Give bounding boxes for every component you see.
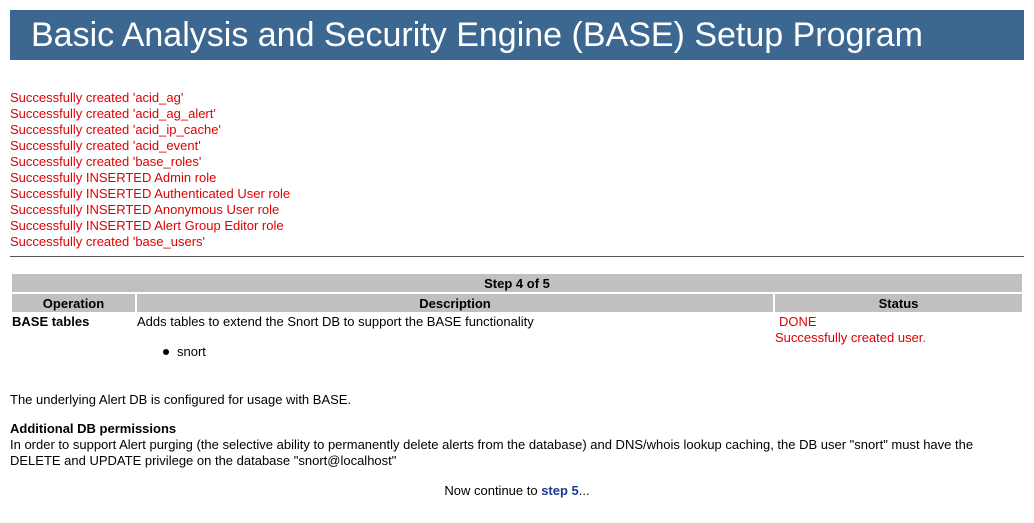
log-line: Successfully created 'acid_ag' [10,90,184,105]
log-line: Successfully INSERTED Anonymous User role [10,202,280,217]
continue-line [0,483,1034,499]
permissions-text: In order to support Alert purging (the selective ability to permanently delete alerts from the database) and DNS/whois lookup caching, the DB user "snort" must have the DELETE and UPDATE privilege on the database "snort@localhost" [10,437,974,468]
log-line: Successfully INSERTED Authenticated User role [10,186,291,201]
step-5-link[interactable]: step 5 [541,483,579,498]
page-title: Basic Analysis and Security Engine (BASE) Setup Program [31,16,923,54]
setup-log [10,90,1024,250]
continue-prefix: Now continue to [444,483,542,498]
horizontal-divider [10,256,1024,257]
description-cell [137,314,773,360]
bullet-icon [163,349,169,355]
permissions-title: Additional DB permissions [10,421,177,436]
log-line: Successfully created 'base_roles' [10,154,202,169]
log-line: Successfully INSERTED Alert Group Editor role [10,218,284,233]
description-text: Adds tables to extend the Snort DB to support the BASE functionality [137,314,534,329]
column-header-status: Status [775,294,1022,312]
continue-suffix: ... [578,483,590,498]
column-header-operation: Operation [12,294,135,312]
operation-cell: BASE tables [12,314,90,329]
log-line: Successfully created 'acid_event' [10,138,201,153]
info-text: The underlying Alert DB is configured for usage with BASE. [10,392,352,407]
log-line: Successfully INSERTED Admin role [10,170,217,185]
table-row [12,314,1022,360]
log-line: Successfully created 'base_users' [10,234,206,249]
database-list [137,344,773,360]
status-cell [775,314,1022,360]
status-message: Successfully created user. [775,330,927,345]
step-table [10,272,1024,362]
log-line: Successfully created 'acid_ag_alert' [10,106,216,121]
page-header [10,10,1024,60]
list-item [177,344,773,360]
step-indicator: Step 4 of 5 [12,274,1022,292]
log-line: Successfully created 'acid_ip_cache' [10,122,221,137]
database-name: snort [177,344,206,359]
column-header-description: Description [137,294,773,312]
status-done: DONE [779,314,817,329]
